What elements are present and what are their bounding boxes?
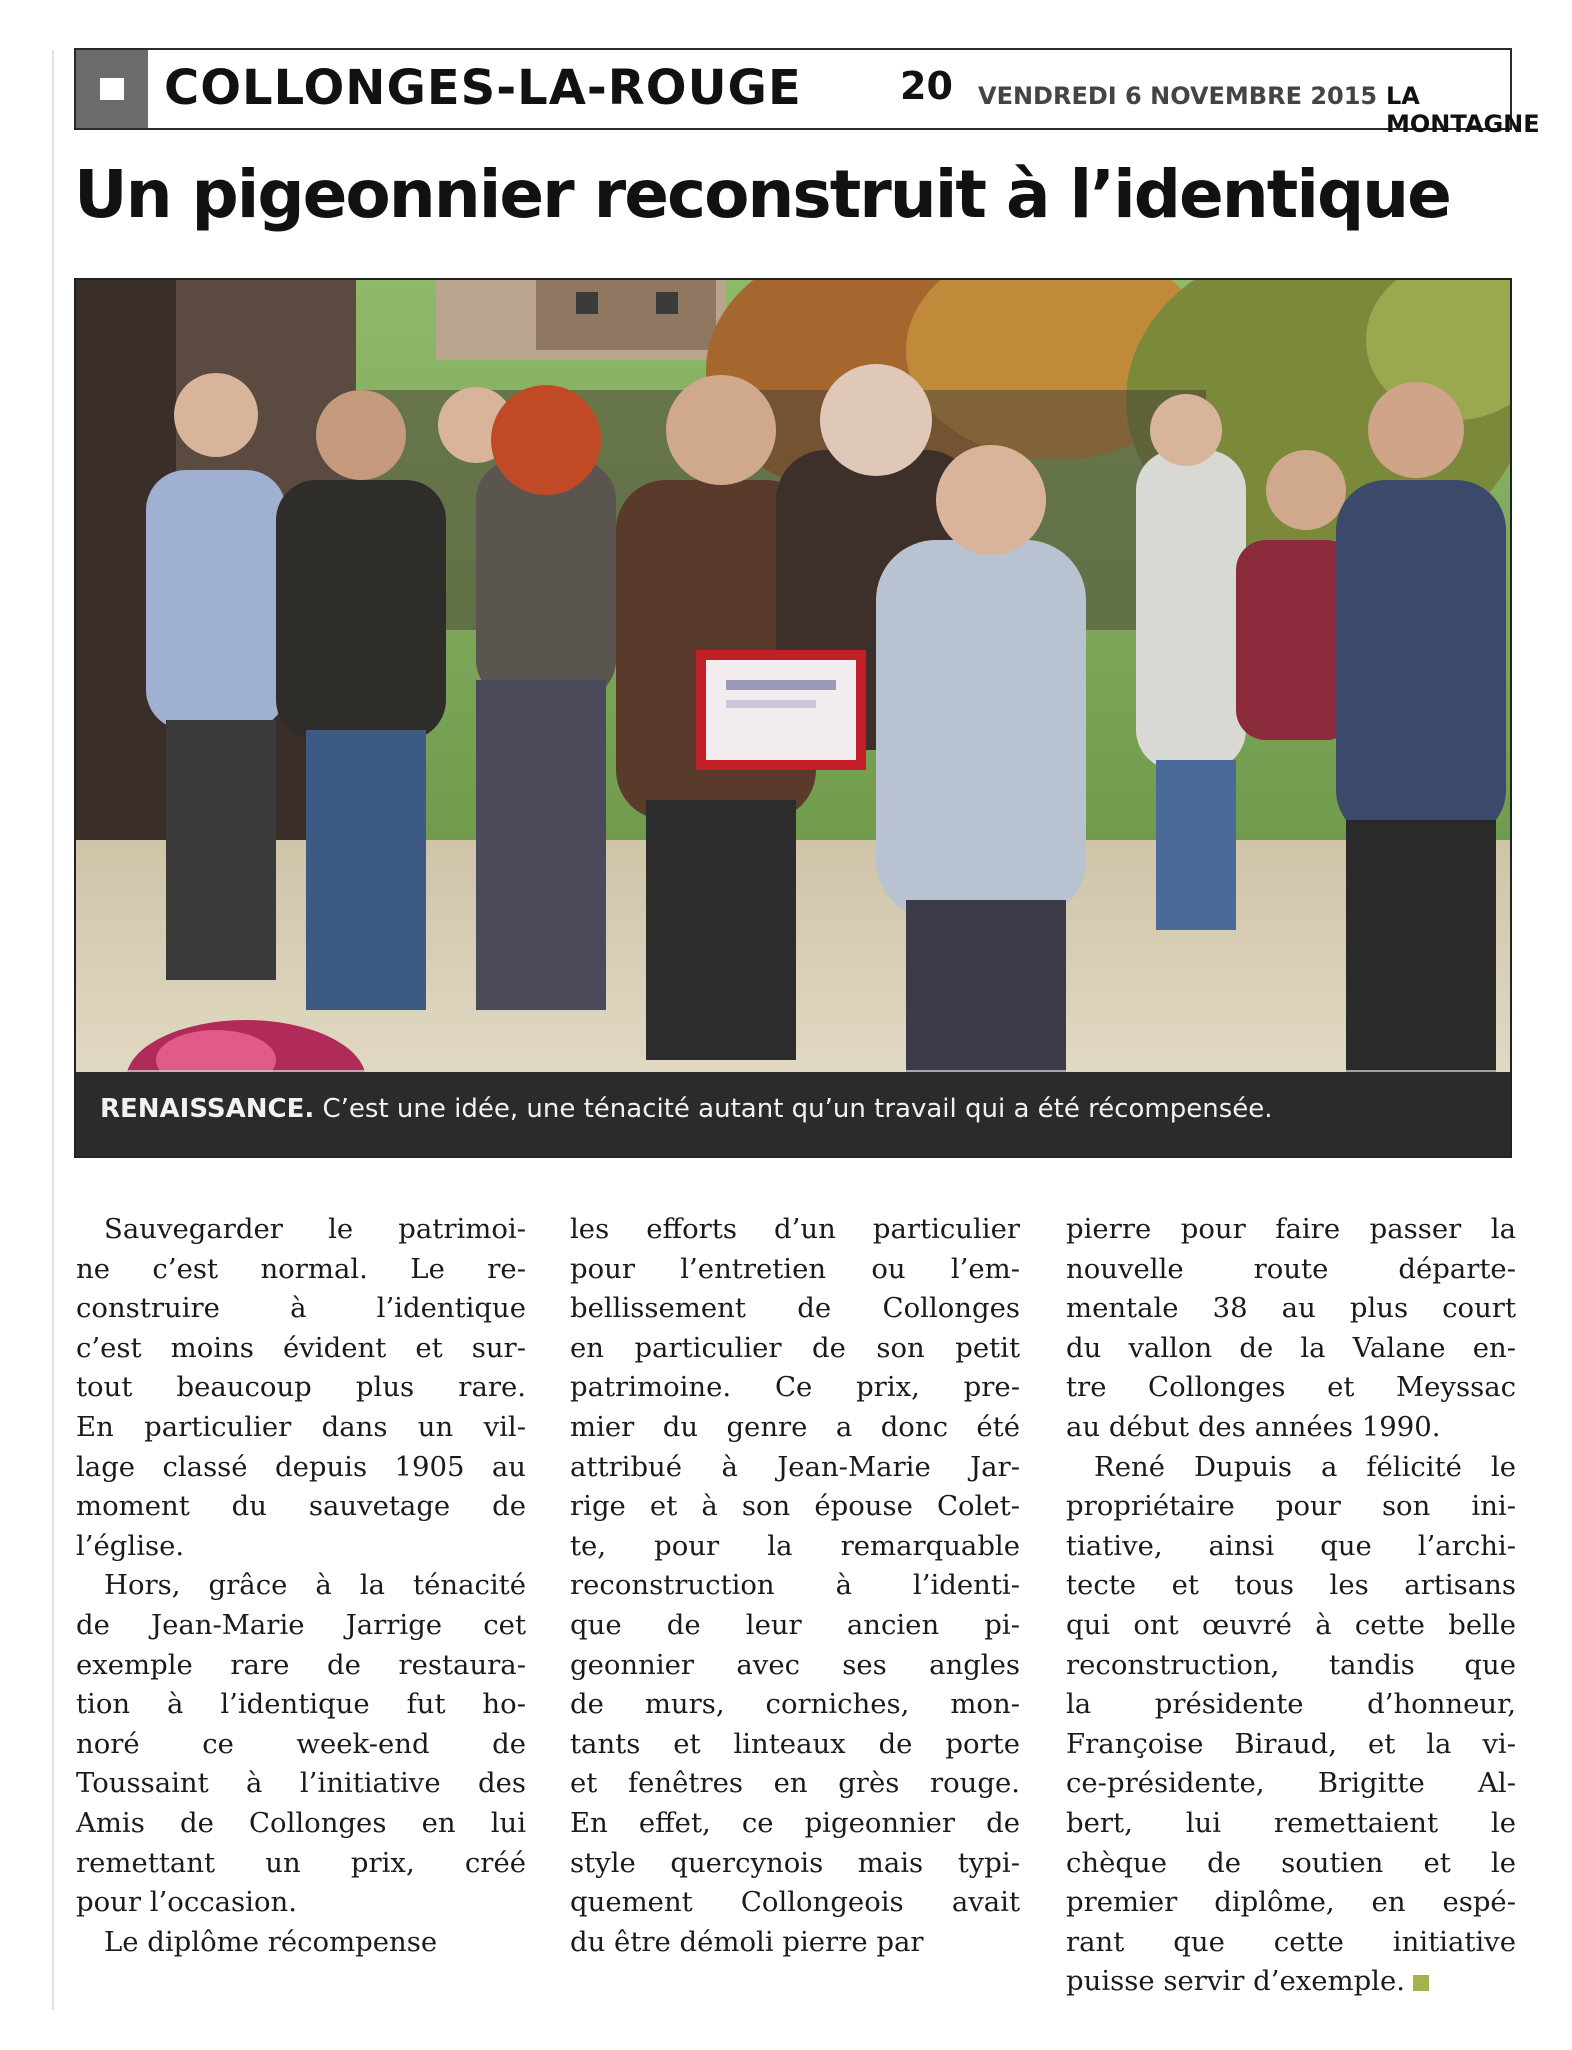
article-paragraph [570,1210,1020,1962]
article-line: attribué à Jean-Marie Jar- [570,1450,1020,1483]
article-line: tion à l’identique fut ho- [76,1688,526,1721]
article-column-3 [1066,1210,1516,2002]
article-paragraph [1066,1210,1516,1448]
page-number: 20 [900,64,953,108]
article-line: reconstruction, tandis que [1066,1648,1516,1681]
article-line: puisse servir d’exemple. [1066,1962,1516,2002]
article-line: rige et à son épouse Colet- [570,1490,1020,1523]
article-line: du être démoli pierre par [570,1925,924,1958]
article-line: propriétaire pour son ini- [1066,1490,1516,1523]
article-line: patrimoine. Ce prix, pre- [570,1371,1020,1404]
article-line: mier du genre a donc été [570,1410,1020,1443]
article-line: En effet, ce pigeonnier de [570,1806,1020,1839]
newspaper-name: LA MONTAGNE [1386,82,1540,138]
article-line: du vallon de la Valane en- [1066,1331,1516,1364]
article-line: Françoise Biraud, et la vi- [1066,1727,1516,1760]
page-edge-rule [52,50,54,2010]
article-paragraph [76,1923,526,1963]
article-paragraph [1066,1448,1516,2002]
article-paragraph [76,1566,526,1922]
article-line: lage classé depuis 1905 au [76,1450,526,1483]
article-line: au début des années 1990. [1066,1410,1441,1443]
article-line: bert, lui remettaient le [1066,1806,1516,1839]
article-line: tants et linteaux de porte [570,1727,1020,1760]
article-line: chèque de soutien et le [1066,1846,1516,1879]
article-line: ne c’est normal. Le re- [76,1252,526,1285]
article-line: construire à l’identique [76,1292,526,1325]
section-square-icon [76,50,148,128]
section-header [74,48,1540,138]
article-line: tecte et tous les artisans [1066,1569,1516,1602]
article-line: Le diplôme récompense [104,1925,438,1958]
article-line: moment du sauvetage de [76,1490,526,1523]
article-line: que de leur ancien pi- [570,1608,1020,1641]
photo-caption [100,1094,1273,1124]
article-line: quement Collongeois avait [570,1886,1020,1919]
article-photo [74,278,1512,1158]
article-line: premier diplôme, en espé- [1066,1886,1516,1919]
article-line: et fenêtres en grès rouge. [570,1767,1020,1800]
article-line: ce-présidente, Brigitte Al- [1066,1767,1516,1800]
article-line: de Jean-Marie Jarrige cet [76,1608,526,1641]
article-line: exemple rare de restaura- [76,1648,526,1681]
article-line: tiative, ainsi que l’archi- [1066,1529,1516,1562]
article-line: style quercynois mais typi- [570,1846,1020,1879]
article-line: en particulier de son petit [570,1331,1020,1364]
article-line: reconstruction à l’identi- [570,1569,1020,1602]
article-line: remettant un prix, créé [76,1846,526,1879]
article-line: nouvelle route départe- [1066,1252,1516,1285]
article-line: Sauvegarder le patrimoi- [104,1213,526,1245]
article-line: Hors, grâce à la ténacité [104,1569,526,1602]
article-line: de murs, corniches, mon- [570,1688,1020,1721]
group-photo-illustration [76,280,1510,1156]
article-line: René Dupuis a félicité le [1094,1450,1516,1483]
article-line: te, pour la remarquable [570,1529,1020,1562]
article-line: rant que cette initiative [1066,1925,1516,1958]
issue-date: VENDREDI 6 NOVEMBRE 2015 [978,82,1378,110]
end-of-article-mark [1413,1975,1429,1991]
article-line: mentale 38 au plus court [1066,1292,1516,1325]
caption-text: C’est une idée, une ténacité autant qu’un travail qui a été récompensée. [314,1094,1273,1124]
article-line: Amis de Collonges en lui [76,1806,526,1839]
article-line: c’est moins évident et sur- [76,1331,526,1364]
section-title: COLLONGES-LA-ROUGE [164,60,802,116]
article-line: bellissement de Collonges [570,1292,1020,1325]
article-line: la présidente d’honneur, [1066,1688,1516,1721]
article-line: pour l’entretien ou l’em- [570,1252,1020,1285]
article-line: qui ont œuvré à cette belle [1066,1608,1516,1641]
article-line: geonnier avec ses angles [570,1648,1020,1681]
article-line: En particulier dans un vil- [76,1410,526,1443]
article-headline: Un pigeonnier reconstruit à l’identique [74,156,1450,233]
article-column-2 [570,1210,1020,1962]
article-line: tout beaucoup plus rare. [76,1371,526,1404]
article-line: l’église. [76,1529,185,1562]
article-column-1 [76,1210,526,1962]
article-line: pour l’occasion. [76,1886,297,1919]
article-line: les efforts d’un particulier [570,1213,1020,1245]
article-line: noré ce week-end de [76,1727,526,1760]
article-paragraph [76,1210,526,1566]
article-line: pierre pour faire passer la [1066,1213,1516,1245]
article-line: tre Collonges et Meyssac [1066,1371,1516,1404]
caption-kicker: RENAISSANCE. [100,1094,315,1124]
article-line: Toussaint à l’initiative des [76,1767,526,1800]
photo-caption-bar [76,1072,1510,1156]
